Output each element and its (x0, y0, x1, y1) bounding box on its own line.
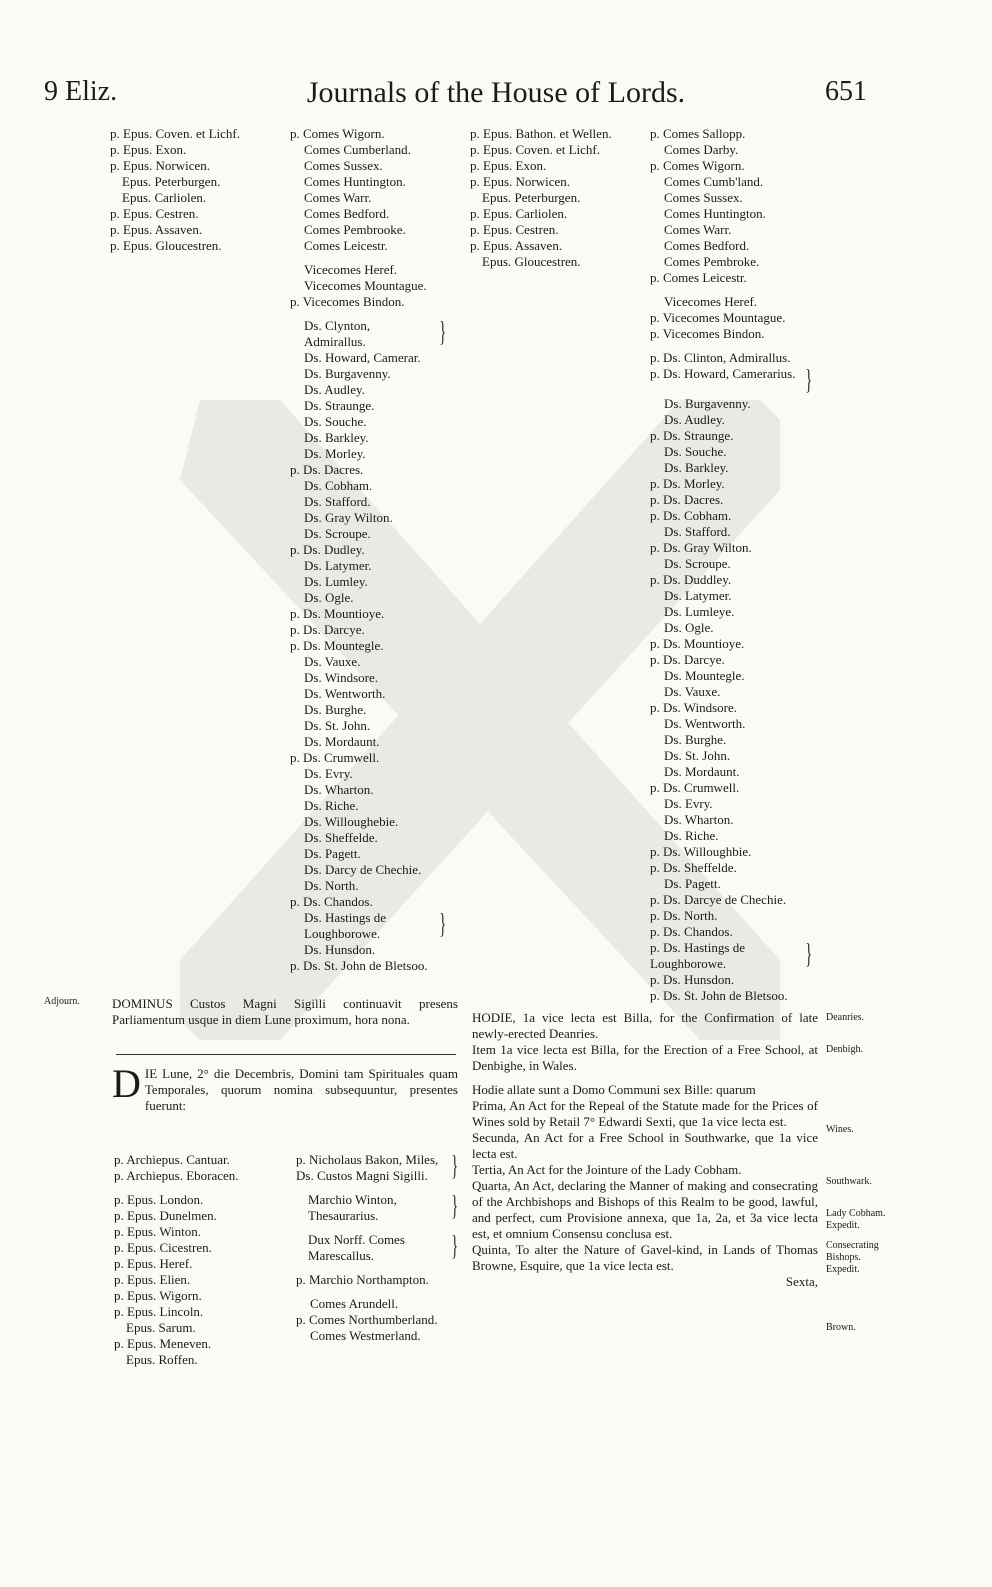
list-item: Ds. Vauxe. (664, 684, 721, 699)
list-item: p. Epus. Assaven. (470, 238, 563, 253)
list-item-braced: p. Nicholaus Bakon, Miles, Ds. Custos Magni Sigilli. } (296, 1151, 459, 1183)
list-item: p. Ds. Cobham. (650, 508, 732, 523)
list-item: p. Comes Leicestr. (650, 270, 747, 285)
list-item: p. Epus. Winton. (114, 1224, 201, 1239)
list-item: Vicecomes Heref. (304, 262, 398, 277)
list-item: Ds. Scroupe. (304, 526, 371, 541)
list-item: p. Epus. Norwicen. (110, 158, 211, 173)
list-item: Ds. Stafford. (304, 494, 371, 509)
right-text-block (472, 1010, 818, 1290)
list-item: Ds. Sheffelde. (304, 830, 378, 845)
list-item: Comes Cumb'land. (664, 174, 764, 189)
margin-note: Brown. (826, 1322, 856, 1333)
column-lords-1 (290, 126, 460, 974)
list-item: Ds. Hunsdon. (304, 942, 376, 957)
list-item-braced: p. Ds. Howard, Camerarius. } (650, 365, 813, 396)
list-item: Ds. Evry. (304, 766, 353, 781)
list-item: p. Ds. Straunge. (650, 428, 734, 443)
list-item: Ds. Latymer. (664, 588, 732, 603)
margin-note: Southwark. (826, 1176, 872, 1187)
list-item: Ds. Mordaunt. (664, 764, 740, 779)
column-bishops-2 (470, 126, 612, 270)
list-item: p. Epus. Wigorn. (114, 1288, 202, 1303)
list-item-braced: p. Ds. Hastings de Loughborowe. } (650, 939, 813, 971)
list-item: Comes Pembroke. (664, 254, 760, 269)
margin-note: Consecrating Bishops. Expedit. (826, 1240, 879, 1275)
list-item: p. Ds. Crumwell. (290, 750, 380, 765)
list-item: Ds. Ogle. (664, 620, 714, 635)
list-item: p. Epus. Coven. et Lichf. (470, 142, 600, 157)
list-item: Comes Sussex. (304, 158, 383, 173)
list-item: p. Ds. Crumwell. (650, 780, 740, 795)
list-item: p. Comes Northumberland. (296, 1312, 438, 1327)
list-item: p. Ds. St. John de Bletsoo. (650, 988, 788, 1003)
list-item: Ds. Wharton. (304, 782, 374, 797)
list-item: Comes Westmerland. (310, 1328, 421, 1343)
list-item: p. Comes Sallopp. (650, 126, 746, 141)
list-item: Epus. Carliolen. (122, 190, 207, 205)
list-item: Ds. Wentworth. (304, 686, 386, 701)
list-item: p. Ds. Willoughbie. (650, 844, 752, 859)
list-item: p. Epus. Lincoln. (114, 1304, 204, 1319)
list-item: Epus. Sarum. (126, 1320, 196, 1335)
list-item: Ds. Riche. (304, 798, 359, 813)
list-item: Ds. Burgavenny. (664, 396, 751, 411)
paragraph: Prima, An Act for the Repeal of the Statute made for the Prices of Wines sold by Retail 7° Edwardi Sexti, que 1a vice lecta est. (472, 1098, 818, 1129)
list-item: Ds. Howard, Camerar. (304, 350, 421, 365)
list-item: Ds. Willoughebie. (304, 814, 399, 829)
list-item: Ds. St. John. (304, 718, 371, 733)
list-item: Epus. Peterburgen. (122, 174, 221, 189)
list-item: p. Ds. Windsore. (650, 700, 737, 715)
list-item-braced: Ds. Clynton, Admirallus. } (304, 317, 447, 349)
list-item: Ds. Vauxe. (304, 654, 361, 669)
list-item: p. Ds. Clinton, Admirallus. (650, 350, 791, 365)
list-item: Ds. Burghe. (304, 702, 367, 717)
margin-note: Lady Cobham. Expedit. (826, 1208, 886, 1231)
list-item: p. Epus. Elien. (114, 1272, 191, 1287)
paragraph: Hodie allate sunt a Domo Communi sex Bille: quarum (472, 1082, 756, 1097)
list-item: Ds. North. (304, 878, 359, 893)
list-item: Ds. Barkley. (664, 460, 729, 475)
catchword: Sexta, (785, 1274, 818, 1289)
drop-cap: D (112, 1061, 141, 1106)
list-item: Ds. Burgavenny. (304, 366, 391, 381)
list-item: Ds. Souche. (664, 444, 727, 459)
list-item: Ds. Lumley. (304, 574, 368, 589)
list-item: p. Ds. Mountioye. (650, 636, 745, 651)
list-item: p. Ds. Dacres. (650, 492, 724, 507)
list-item: p. Ds. Chandos. (650, 924, 733, 939)
column-lords-3 (296, 1152, 464, 1344)
margin-note: Deanries. (826, 1012, 865, 1023)
list-item: p. Epus. Cicestren. (114, 1240, 212, 1255)
list-item: Ds. Scroupe. (664, 556, 731, 571)
list-item: Ds. Souche. (304, 414, 367, 429)
list-item: Ds. Morley. (304, 446, 366, 461)
adjourn-paragraph: DOMINUS Custos Magni Sigilli continuavit presens Parliamentum usque in diem Lune proximum, hora nona. (112, 996, 458, 1027)
list-item: Comes Warr. (304, 190, 372, 205)
list-item: p. Epus. Norwicen. (470, 174, 571, 189)
paragraph: HODIE, 1a vice lecta est Billa, for the Confirmation of late newly-erected Deanries. (472, 1010, 818, 1041)
list-item: p. Epus. Carliolen. (470, 206, 568, 221)
list-item: p. Ds. Duddley. (650, 572, 732, 587)
list-item: Ds. Mountegle. (664, 668, 745, 683)
list-item: Vicecomes Mountague. (304, 278, 427, 293)
margin-note: Denbigh. (826, 1044, 863, 1055)
list-item: Ds. Ogle. (304, 590, 354, 605)
list-item: p. Epus. Cestren. (470, 222, 559, 237)
list-item: Ds. Lumleye. (664, 604, 735, 619)
list-item: p. Archiepus. Cantuar. (114, 1152, 230, 1167)
list-item: Epus. Gloucestren. (482, 254, 581, 269)
list-item: p. Epus. Cestren. (110, 206, 199, 221)
list-item: Ds. Mordaunt. (304, 734, 380, 749)
list-item: p. Epus. Dunelmen. (114, 1208, 217, 1223)
list-item-braced: Dux Norff. Comes Marescallus. } (308, 1231, 459, 1263)
list-item: Comes Leicestr. (304, 238, 388, 253)
list-item: Ds. Straunge. (304, 398, 375, 413)
list-item: p. Ds. Dudley. (290, 542, 365, 557)
list-item: p. Ds. Morley. (650, 476, 725, 491)
section-divider (116, 1054, 456, 1055)
list-item: Ds. Windsore. (304, 670, 378, 685)
list-item: p. Ds. Mountegle. (290, 638, 384, 653)
list-item: Comes Bedford. (664, 238, 750, 253)
list-item: p. Ds. Darcye. (290, 622, 365, 637)
paragraph: Secunda, An Act for a Free School in Southwarke, que 1a vice lecta est. (472, 1130, 818, 1161)
paragraph: Quarta, An Act, declaring the Manner of making and consecrating of the Archbishops and Bishops of this Realm to be good, lawful, and perfect, cum Provisione annexa, que 1a, 2a, et 3a vice lecta est, et omnium Consensu conclusa est. (472, 1178, 818, 1241)
list-item: Ds. Audley. (304, 382, 365, 397)
list-item: Ds. Wentworth. (664, 716, 746, 731)
list-item: Comes Huntington. (304, 174, 406, 189)
list-item: Comes Sussex. (664, 190, 743, 205)
list-item: p. Epus. London. (114, 1192, 204, 1207)
list-item: p. Vicecomes Bindon. (290, 294, 405, 309)
list-item: Ds. Barkley. (304, 430, 369, 445)
column-bishops-3 (114, 1152, 239, 1368)
list-item: p. Epus. Heref. (114, 1256, 193, 1271)
list-item: Ds. Stafford. (664, 524, 731, 539)
list-item: p. Ds. North. (650, 908, 718, 923)
list-item: Ds. Evry. (664, 796, 713, 811)
list-item: Ds. Gray Wilton. (304, 510, 393, 525)
paragraph: Tertia, An Act for the Jointure of the Lady Cobham. (472, 1162, 742, 1177)
list-item: Comes Cumberland. (304, 142, 411, 157)
list-item: Comes Pembrooke. (304, 222, 406, 237)
list-item: p. Archiepus. Eboracen. (114, 1168, 239, 1183)
list-item: Epus. Roffen. (126, 1352, 198, 1367)
list-item: Comes Huntington. (664, 206, 766, 221)
list-item: p. Epus. Gloucestren. (110, 238, 222, 253)
margin-note: Wines. (826, 1124, 854, 1135)
margin-note-adjourn: Adjourn. (44, 996, 80, 1007)
list-item: Epus. Peterburgen. (482, 190, 581, 205)
list-item: p. Ds. Hunsdon. (650, 972, 735, 987)
list-item: p. Ds. Dacres. (290, 462, 364, 477)
list-item: p. Epus. Exon. (470, 158, 547, 173)
list-item: p. Vicecomes Mountague. (650, 310, 786, 325)
list-item: Comes Warr. (664, 222, 732, 237)
list-item: Comes Darby. (664, 142, 739, 157)
list-item: p. Ds. Gray Wilton. (650, 540, 752, 555)
page-title: Journals of the House of Lords. (306, 76, 686, 109)
page-number: 651 (825, 76, 867, 107)
list-item-braced: Marchio Winton, Thesaurarius. } (308, 1191, 459, 1223)
list-item: Ds. Pagett. (304, 846, 361, 861)
list-item: p. Epus. Meneven. (114, 1336, 212, 1351)
die-lune-text: IE Lune, 2° die Decembris, Domini tam Spirituales quam Temporales, quorum nomina subsequuntur, presentes fuerunt: (144, 1066, 458, 1113)
list-item: p. Epus. Bathon. et Wellen. (470, 126, 612, 141)
list-item: Ds. Cobham. (304, 478, 373, 493)
list-item: p. Ds. Mountioye. (290, 606, 385, 621)
list-item: p. Marchio Northampton. (296, 1272, 429, 1287)
die-lune-paragraph (112, 1061, 458, 1114)
list-item: Ds. Darcy de Chechie. (304, 862, 422, 877)
list-item: p. Epus. Coven. et Lichf. (110, 126, 240, 141)
list-item: Ds. Pagett. (664, 876, 721, 891)
list-item: Comes Bedford. (304, 206, 390, 221)
list-item: Ds. Latymer. (304, 558, 372, 573)
paragraph: Item 1a vice lecta est Billa, for the Erection of a Free School, at Denbighe, in Wales. (472, 1042, 818, 1073)
column-bishops-1 (110, 126, 240, 254)
list-item: p. Comes Wigorn. (290, 126, 385, 141)
list-item: Comes Arundell. (310, 1296, 399, 1311)
list-item: Ds. St. John. (664, 748, 731, 763)
paragraph: Quinta, To alter the Nature of Gavel-kind, in Lands of Thomas Browne, Esquire, que 1a vice lecta est. (472, 1242, 818, 1273)
column-lords-2 (650, 126, 830, 1004)
list-item: p. Epus. Exon. (110, 142, 187, 157)
list-item: Ds. Riche. (664, 828, 719, 843)
list-item: p. Ds. St. John de Bletsoo. (290, 958, 428, 973)
list-item: p. Vicecomes Bindon. (650, 326, 765, 341)
list-item: p. Ds. Darcye. (650, 652, 725, 667)
list-item: p. Ds. Darcye de Chechie. (650, 892, 787, 907)
list-item: Ds. Burghe. (664, 732, 727, 747)
list-item: p. Ds. Sheffelde. (650, 860, 737, 875)
list-item-braced: Ds. Hastings de Loughborowe. } (304, 909, 447, 941)
list-item: Ds. Audley. (664, 412, 725, 427)
list-item: p. Ds. Chandos. (290, 894, 373, 909)
list-item: p. Comes Wigorn. (650, 158, 745, 173)
list-item: Ds. Wharton. (664, 812, 734, 827)
list-item: p. Epus. Assaven. (110, 222, 203, 237)
list-item: Vicecomes Heref. (664, 294, 758, 309)
header-regnal-year: 9 Eliz. (44, 76, 118, 107)
